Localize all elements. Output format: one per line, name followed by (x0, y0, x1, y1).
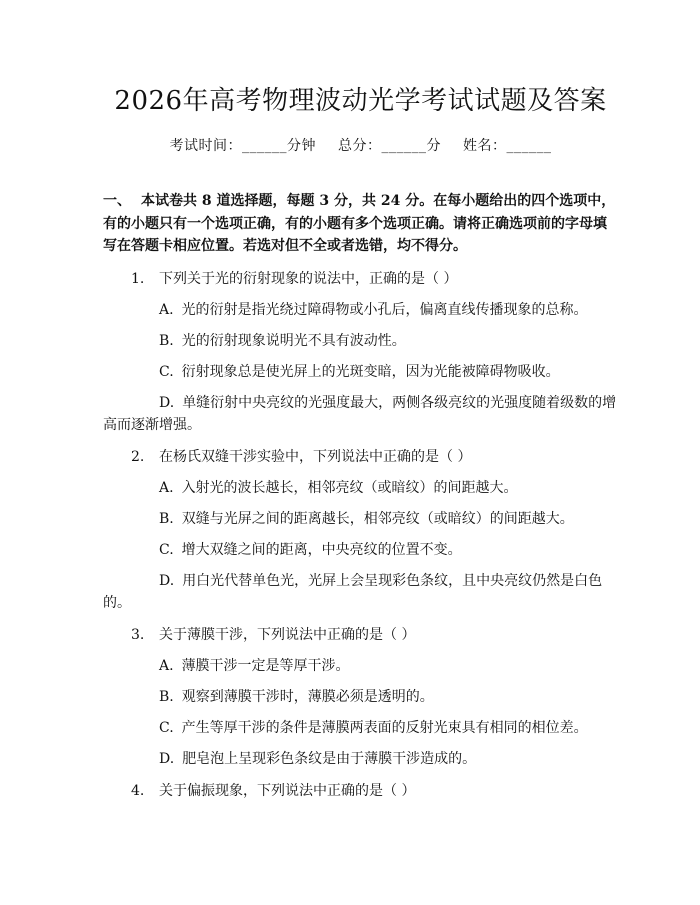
option-text: 观察到薄膜干涉时，薄膜必须是透明的。 (181, 688, 434, 705)
total-score-label: 总分：______分 (338, 138, 441, 154)
question-stem (103, 446, 618, 468)
question-text: 下列关于光的衍射现象的说法中，正确的是（ ） (159, 270, 458, 287)
option-text: 增大双缝之间的距离，中央亮纹的位置不变。 (181, 541, 462, 558)
question-text: 关于偏振现象，下列说法中正确的是（ ） (159, 782, 416, 799)
exam-time-label: 考试时间：______分钟 (169, 138, 316, 154)
option-letter: A. (159, 479, 174, 496)
answer-option (103, 539, 618, 561)
section-instructions (103, 190, 618, 258)
option-text: 用白光代替单色光，光屏上会呈现彩色条纹，且中央亮纹仍然是白色的。 (103, 572, 603, 611)
option-letter: D. (159, 572, 175, 589)
option-text: 单缝衍射中央亮纹的光强度最大，两侧各级亮纹的光强度随着级数的增高而逐渐增强。 (103, 394, 617, 433)
answer-option (103, 477, 618, 499)
question-number: 1. (131, 270, 145, 287)
question-stem (103, 780, 618, 802)
question-number: 3. (131, 626, 145, 643)
exam-info-line (103, 136, 618, 156)
question-number: 2. (131, 448, 145, 465)
answer-option (103, 392, 618, 436)
option-letter: C. (159, 719, 174, 736)
option-text: 薄膜干涉一定是等厚干涉。 (181, 657, 350, 674)
option-text: 光的衍射现象说明光不具有波动性。 (181, 332, 406, 349)
student-name-label: 姓名：______ (463, 138, 552, 154)
option-letter: B. (159, 688, 174, 705)
answer-option (103, 717, 618, 739)
option-text: 双缝与光屏之间的距离越长，相邻亮纹（或暗纹）的间距越大。 (181, 510, 574, 527)
question-text: 在杨氏双缝干涉实验中，下列说法中正确的是（ ） (159, 448, 472, 465)
answer-option (103, 570, 618, 614)
page-title: 2026年高考物理波动光学考试试题及答案 (114, 86, 607, 116)
option-letter: A. (159, 657, 174, 674)
option-letter: D. (159, 750, 175, 767)
option-letter: B. (159, 332, 174, 349)
option-text: 光的衍射是指光绕过障碍物或小孔后，偏离直线传播现象的总称。 (181, 301, 588, 318)
option-text: 衍射现象总是使光屏上的光斑变暗，因为光能被障碍物吸收。 (181, 363, 560, 380)
section-instruction-text: 本试卷共 8 道选择题，每题 3 分，共 24 分。在每小题给出的四个选项中，有的小题只有一个选项正确，有的小题有多个选项正确。请将正确选项前的字母填写在答题卡相应位置。若选对但不全或者选错，均不得分。 (103, 193, 616, 255)
option-letter: C. (159, 541, 174, 558)
answer-option (103, 508, 618, 530)
answer-option (103, 686, 618, 708)
question-stem (103, 624, 618, 646)
section-number: 一、 (103, 193, 131, 209)
question-text: 关于薄膜干涉，下列说法中正确的是（ ） (159, 626, 416, 643)
option-letter: D. (159, 394, 175, 411)
question-number: 4. (131, 782, 145, 799)
answer-option (103, 330, 618, 352)
option-letter: B. (159, 510, 174, 527)
option-letter: C. (159, 363, 174, 380)
option-text: 肥皂泡上呈现彩色条纹是由于薄膜干涉造成的。 (182, 750, 477, 767)
answer-option (103, 299, 618, 321)
option-text: 产生等厚干涉的条件是薄膜两表面的反射光束具有相同的相位差。 (181, 719, 588, 736)
answer-option (103, 361, 618, 383)
answer-option (103, 655, 618, 677)
answer-option (103, 748, 618, 770)
option-letter: A. (159, 301, 174, 318)
option-text: 入射光的波长越长，相邻亮纹（或暗纹）的间距越大。 (181, 479, 518, 496)
question-stem (103, 268, 618, 290)
